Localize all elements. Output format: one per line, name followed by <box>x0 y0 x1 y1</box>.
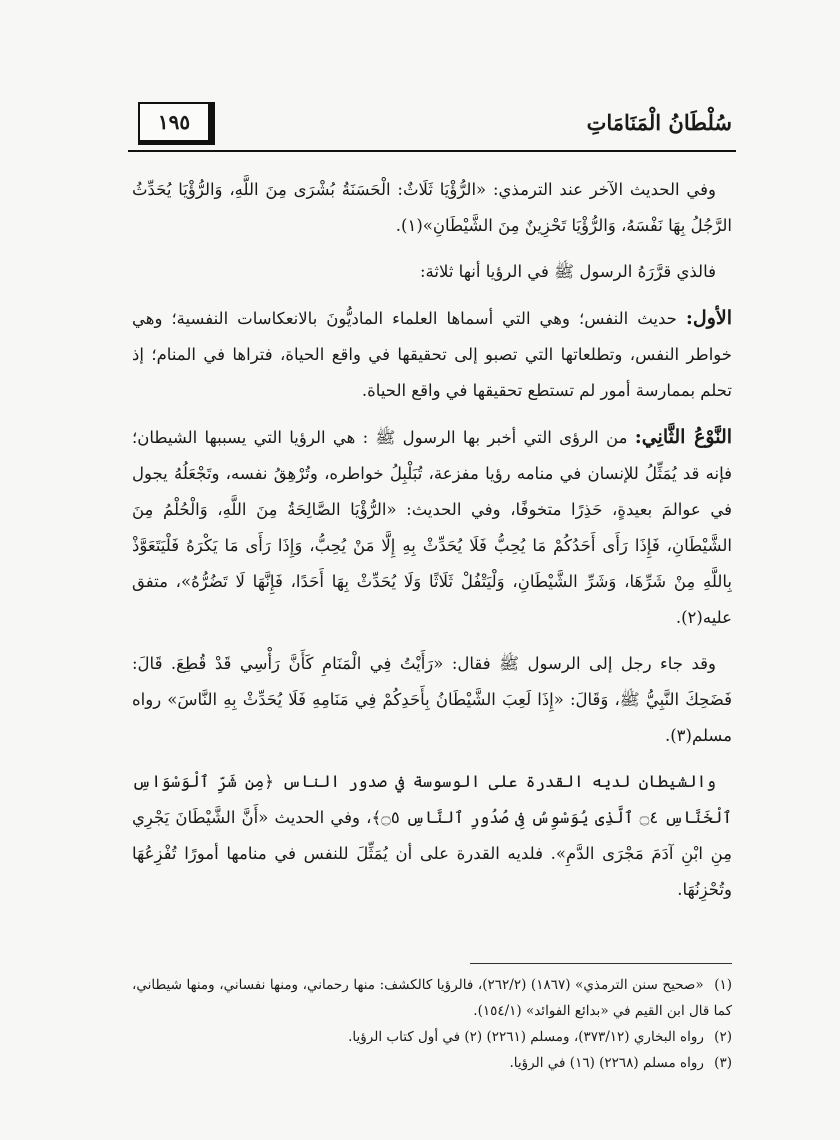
paragraph-5: وقد جاء رجل إلى الرسول ﷺ فقال: «رَأَيْتُ فِي الْمَنَامِ كَأَنَّ رَأْسِي قَدْ قُطِعَ. قَالَ: فَضَحِكَ النَّبِيُّ ﷺ، وَقَالَ: «إِذَا لَعِبَ الشَّيْطَانُ بِأَحَدِكُمْ فِي مَنَامِهِ فَلَا يُحَدِّثْ بِهِ النَّاسَ» رواه مسلم(٣). <box>132 654 732 745</box>
page-header <box>128 96 736 160</box>
running-title: سُلْطَانُ الْمَنَامَاتِ <box>586 110 732 135</box>
paragraph-3-lead: الأول: <box>685 307 733 329</box>
paragraph-4-text: من الرؤى التي أخبر بها الرسول ﷺ : هي الرؤيا التي يسببها الشيطان؛ فإنه قد يُمَثِّلُ للإنسان في منامه رؤيا مفزعة، تُبَلْبِلُ خواطره، وتُرْهِقُ نفسه، وتَجْعَلُهُ يجول في عوالمَ بعيدةٍ، حَذِرًا متخوفًا، وفي الحديث: «الرُّؤْيَا الصَّالِحَةُ مِنَ اللَّهِ، وَالْحُلْمُ مِنَ الشَّيْطَانِ، فَإِذَا رَأَى أَحَدُكُمْ مَا يُحِبُّ فَلَا يُحَدِّثْ بِهِ إِلَّا مَنْ يُحِبُّ، وَإِذَا رَأَى مَا يَكْرَهُ فَلْيَتَعَوَّذْ بِاللَّهِ مِنْ شَرِّهَا، وَشَرِّ الشَّيْطَانِ، وَلْيَتْفُلْ ثَلَاثًا وَلَا يُحَدِّثْ بِهَا أَحَدًا، فَإِنَّهَا لَا تَضُرُّهُ»، متفق عليه(٢). <box>132 428 732 627</box>
footnote-3 <box>132 1050 732 1076</box>
footnotes <box>132 972 732 1076</box>
footnote-number: (١) <box>714 977 733 993</box>
footnote-text: رواه مسلم (٢٢٦٨) (١٦) في الرؤيا. <box>509 1055 704 1071</box>
paragraph-2: فالذي قرَّرَهُ الرسول ﷺ في الرؤيا أنها ثلاثة: <box>419 262 716 281</box>
footnote-separator <box>470 963 732 964</box>
paragraph-3 <box>132 300 732 409</box>
footnote-text: رواه البخاري (٣٧٣/١٢)، ومسلم (٢٢٦١) (٢) في أول كتاب الرؤيا. <box>348 1029 704 1045</box>
footnote-2 <box>132 1024 732 1050</box>
paragraph-4 <box>132 419 732 636</box>
main-text <box>132 172 732 918</box>
paragraph-3-text: حديث النفس؛ وهي التي أسماها العلماء الماديُّونَ بالانعكاسات النفسية؛ وهي خواطر النفس، وتطلعاتها التي تصبو إلى تحقيقها في واقع الحياة، فتراها في المنام؛ إذ تحلم بممارسة أمور لم تستطع تحقيقها في واقع الحياة. <box>132 309 732 400</box>
footnote-number: (٢) <box>714 1029 732 1045</box>
paragraph-1: وفي الحديث الآخر عند الترمذي: «الرُّؤْيَا ثَلَاثٌ: الْحَسَنَةُ بُشْرَى مِنَ اللَّهِ، وَالرُّؤْيَا يُحَدِّثُ الرَّجُلُ بِهَا نَفْسَهُ، وَالرُّؤْيَا تَحْزِينٌ مِنَ الشَّيْطَانِ»(١). <box>132 180 732 235</box>
footnote-text: «صحيح سنن الترمذي» (١٨٦٧) (٢٦٢/٢)، فالرؤيا كالكشف: منها رحماني، ومنها نفساني، ومنها شيطاني، كما قال ابن القيم في «بدائع الفوائد» (١٥٤/١). <box>132 977 732 1019</box>
paragraph-4-lead: النَّوْعُ الثَّانِي: <box>634 426 733 448</box>
page-number: ١٩٥ <box>138 102 215 145</box>
footnote-1 <box>132 972 732 1024</box>
header-rule <box>128 150 736 152</box>
footnote-number: (٣) <box>714 1055 732 1071</box>
paragraph-6: والشيطان لديه القدرة على الوسوسة في صدور الناس ﴿مِن شَرِّ ٱلْوَسْوَاسِ ٱلْخَنَّاسِ ۝٤ ٱلَّذِى يُوَسْوِسُ فِى صُدُورِ ٱلنَّاسِ ۝٥﴾، وفي الحديث «أَنَّ الشَّيْطَانَ يَجْرِي مِنِ ابْنِ آدَمَ مَجْرَى الدَّمِ». فلديه القدرة على أن يُمَثِّلَ للنفس في منامها أمورًا تُفْزِعُهَا وتُحْزِنُهَا. <box>132 772 733 899</box>
